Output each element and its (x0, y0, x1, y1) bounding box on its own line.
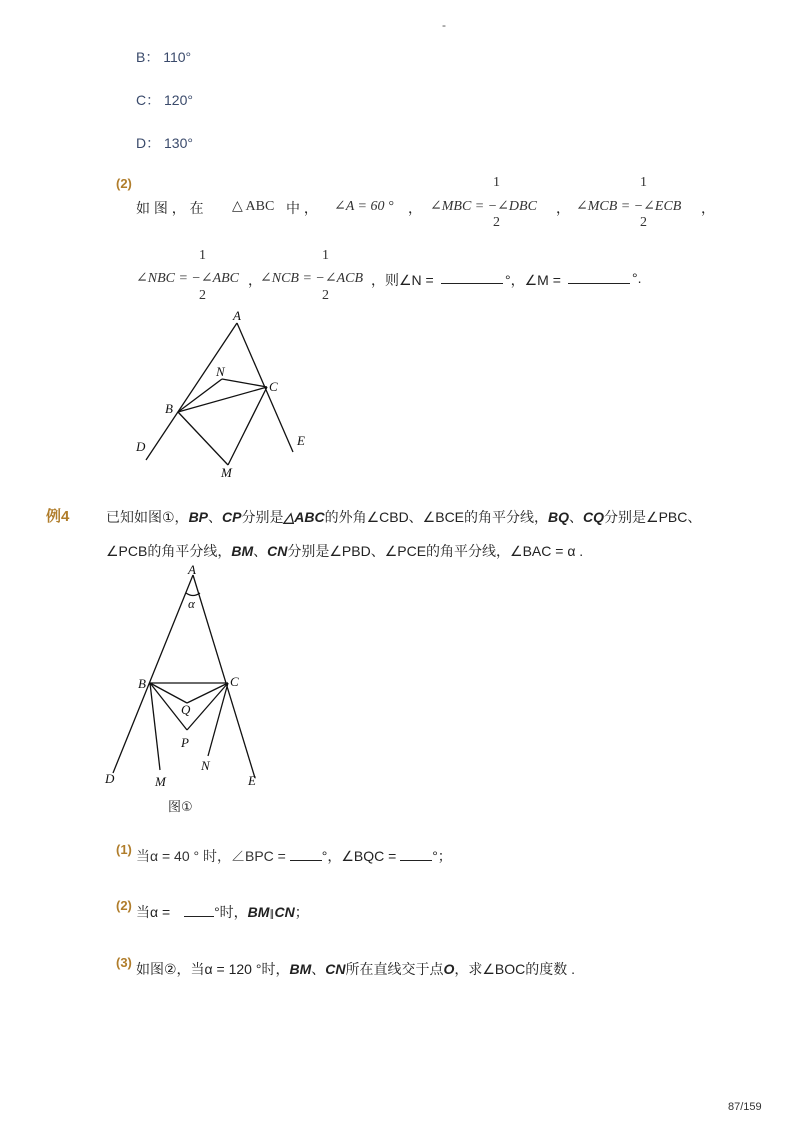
label-n: N (201, 758, 210, 773)
ex4-text: 的外角∠CBD、∠BCE的角平分线， (324, 509, 549, 525)
angle-ncb-eq: ∠NCB = −∠ACB (260, 271, 364, 286)
figure-caption: 图① (168, 799, 193, 814)
header-mark: - (442, 18, 446, 32)
angle-nbc-eq: ∠NBC = −∠ABC (136, 271, 240, 286)
sub3-text: ，求∠BOC的度数 . (454, 961, 576, 977)
sub1-text: 当α = 40 ° 时，∠BPC = (136, 848, 286, 864)
ex4-sep: 、 (569, 509, 584, 525)
option-letter: B： (136, 49, 160, 65)
option-b (136, 47, 191, 67)
seg-bm: BM (289, 961, 312, 977)
q2-angle-m: °，∠M = (505, 272, 561, 288)
label-d: D (105, 771, 115, 786)
subquestion-2 (136, 902, 309, 922)
seg-bp: BP (188, 509, 209, 525)
option-value: 120° (164, 92, 193, 108)
ex4-text: 分别是 (241, 509, 284, 525)
q2-line1-start: 如 图 ， 在 (136, 200, 204, 216)
sub2-text: ； (294, 904, 309, 920)
frac-den: 2 (199, 288, 206, 303)
label-alpha: α (188, 596, 195, 611)
q2-comma: ， (408, 200, 422, 216)
angle-mbc-eq: ∠MBC = −∠DBC (430, 199, 537, 214)
ex4-text: ∠PCB的角平分线， (106, 543, 232, 559)
label-c: C (269, 379, 278, 394)
sub2-text: 当α = (136, 904, 171, 920)
example-line-1 (106, 507, 701, 527)
label-n: N (216, 364, 225, 379)
label-a: A (188, 562, 196, 577)
angle-a-eq: ∠A = 60 ° (334, 199, 394, 214)
sub2-text: °时， (214, 904, 248, 920)
label-c: C (230, 674, 239, 689)
sub3-sep: 、 (311, 961, 326, 977)
label-m: M (155, 774, 166, 789)
label-p: P (181, 735, 189, 750)
seg-bq: BQ (548, 509, 570, 525)
subquestion-number: (2) (116, 898, 132, 913)
frac-den: 2 (322, 288, 329, 303)
answer-blank-bqc[interactable] (400, 848, 432, 861)
q2-zhong: 中 ， (286, 200, 318, 216)
angle-mcb-eq: ∠MCB = −∠ECB (576, 199, 682, 214)
seg-bm: BM (247, 904, 270, 920)
label-b: B (138, 676, 146, 691)
seg-cq: CQ (583, 509, 605, 525)
frac-den: 2 (640, 215, 647, 230)
subquestion-1 (136, 846, 452, 866)
option-letter: C： (136, 92, 161, 108)
q2-comma: ， (701, 200, 715, 216)
frac-num: 1 (322, 248, 329, 263)
page-number: 87/159 (728, 1101, 762, 1113)
answer-blank-alpha[interactable] (184, 904, 214, 917)
label-e: E (248, 773, 256, 788)
seg-cn: CN (267, 543, 288, 559)
label-q: Q (181, 702, 191, 717)
option-value: 130° (164, 135, 193, 151)
figure-1 (100, 558, 270, 793)
seg-cn: CN (325, 961, 346, 977)
frac-num: 1 (640, 175, 647, 190)
subquestion-number: (3) (116, 955, 132, 970)
seg-cp: CP (222, 509, 242, 525)
ex4-text: 分别是∠PBC、 (604, 509, 702, 525)
label-d: D (136, 439, 146, 454)
sub3-text: 如图②，当α = 120 °时， (136, 961, 290, 977)
sub1-text: °，∠BQC = (321, 848, 397, 864)
sub3-text: 所在直线交于点 (345, 961, 444, 977)
option-value: 110° (163, 49, 192, 65)
sub1-text: °； (432, 848, 452, 864)
figure-triangle-abc (120, 300, 320, 485)
parallel-symbol: ∥ (269, 909, 275, 920)
label-b: B (165, 401, 173, 416)
triangle-abc: △ ABC (232, 199, 275, 214)
answer-blank-n[interactable] (441, 271, 503, 289)
option-letter: D： (136, 135, 161, 151)
frac-num: 1 (493, 175, 500, 190)
ex4-text: 分别是∠PBD、∠PCE的角平分线，∠BAC = α . (287, 543, 584, 559)
answer-blank-bpc[interactable] (290, 848, 322, 861)
seg-cn: CN (274, 904, 295, 920)
question-number: (2) (116, 176, 132, 191)
ex4-sep: 、 (208, 509, 223, 525)
ex4-sep: 、 (253, 543, 268, 559)
label-a: A (233, 308, 241, 323)
answer-blank-m[interactable] (568, 271, 630, 289)
frac-den: 2 (493, 215, 500, 230)
subquestion-3 (136, 959, 575, 979)
triangle-abc: △ABC (283, 509, 325, 525)
option-c (136, 90, 193, 110)
q2-sep: ， (248, 272, 262, 288)
point-o: O (443, 961, 455, 977)
label-e: E (297, 433, 305, 448)
option-d (136, 133, 193, 153)
q2-angle-n: ，则∠N = (371, 272, 434, 288)
subquestion-number: (1) (116, 842, 132, 857)
label-m: M (221, 465, 232, 480)
frac-num: 1 (199, 248, 206, 263)
example-label: 例4 (46, 508, 70, 525)
ex4-text: 已知如图①， (106, 509, 189, 525)
q2-end: °. (632, 270, 642, 286)
q2-comma: ， (556, 200, 570, 216)
seg-bm: BM (231, 543, 254, 559)
